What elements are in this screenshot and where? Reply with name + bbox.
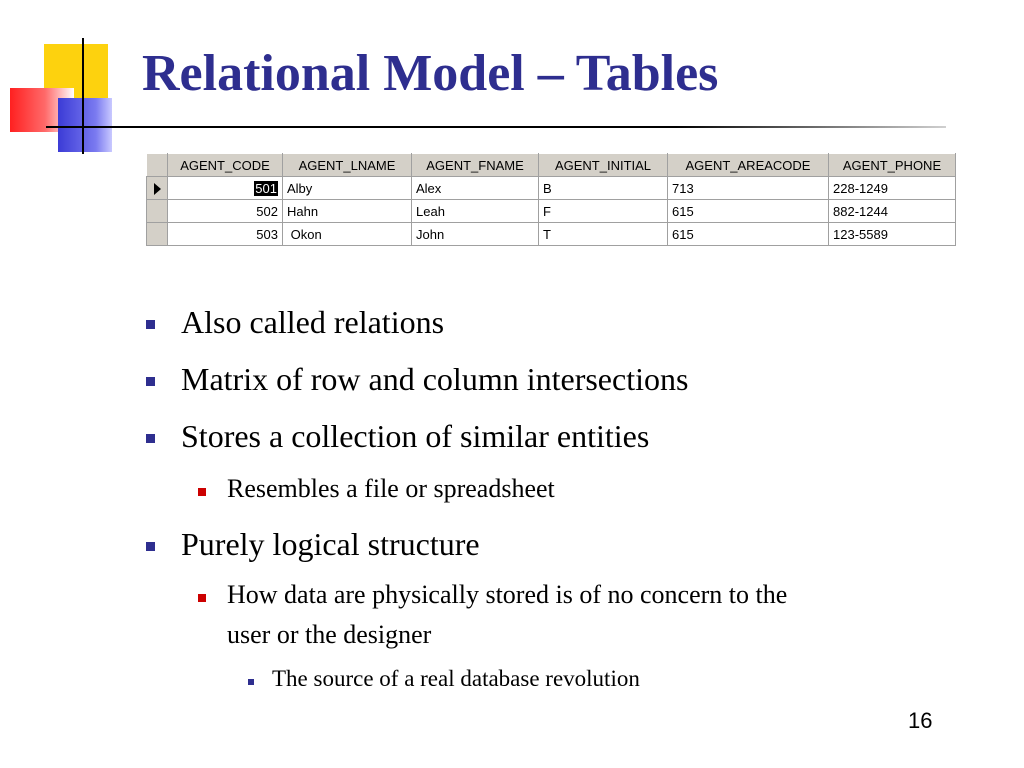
page-number: 16: [908, 708, 933, 733]
sub-bullet-item: How data are physically stored is of no concern to the: [227, 580, 788, 609]
slide-title: Relational Model – Tables: [142, 45, 719, 102]
sub-bullet-square-icon: [198, 594, 206, 602]
bullet-square-icon: [146, 377, 155, 386]
bullet-item: Stores a collection of similar entities: [181, 418, 650, 454]
sub-sub-bullet-item: The source of a real database revolution: [272, 666, 640, 691]
table-cell[interactable]: 502: [168, 200, 283, 223]
table-row[interactable]: [147, 200, 956, 223]
table-cell[interactable]: T: [539, 223, 668, 246]
row-selector[interactable]: [147, 223, 168, 246]
table-cell[interactable]: 615: [668, 200, 829, 223]
table-cell[interactable]: 123-5589: [829, 223, 956, 246]
title-underline: [46, 126, 946, 128]
table-row[interactable]: [147, 177, 956, 200]
bullet-square-icon: [146, 434, 155, 443]
agent-table: [146, 153, 956, 246]
column-header[interactable]: AGENT_INITIAL: [539, 154, 668, 177]
sub-bullet-square-icon: [198, 488, 206, 496]
bullet-square-icon: [146, 320, 155, 329]
table-cell[interactable]: Alex: [412, 177, 539, 200]
table-cell[interactable]: Leah: [412, 200, 539, 223]
table-cell[interactable]: Alby: [283, 177, 412, 200]
table-corner: [147, 154, 168, 177]
selected-cell-text: 501: [255, 180, 277, 196]
table-cell[interactable]: Hahn: [283, 200, 412, 223]
column-header[interactable]: AGENT_FNAME: [412, 154, 539, 177]
column-header[interactable]: AGENT_AREACODE: [668, 154, 829, 177]
sub-bullet-item: Resembles a file or spreadsheet: [227, 474, 555, 503]
bullet-square-icon: [146, 542, 155, 551]
current-row-arrow-icon: [154, 183, 161, 195]
table-cell[interactable]: 503: [168, 223, 283, 246]
table-cell[interactable]: 228-1249: [829, 177, 956, 200]
table-cell[interactable]: F: [539, 200, 668, 223]
table-cell[interactable]: 713: [668, 177, 829, 200]
row-selector-current[interactable]: [147, 177, 168, 200]
column-header[interactable]: AGENT_LNAME: [283, 154, 412, 177]
sub-bullet-item-continuation: user or the designer: [227, 620, 432, 649]
table-cell[interactable]: 615: [668, 223, 829, 246]
bullet-item: Matrix of row and column intersections: [181, 361, 689, 397]
table-cell[interactable]: Okon: [283, 223, 412, 246]
decorative-vertical-line: [82, 38, 84, 154]
bullet-item: Also called relations: [181, 304, 445, 340]
table-cell[interactable]: 882-1244: [829, 200, 956, 223]
sub-sub-bullet-square-icon: [248, 679, 254, 685]
table-cell[interactable]: B: [539, 177, 668, 200]
column-header[interactable]: AGENT_CODE: [168, 154, 283, 177]
table-cell[interactable]: John: [412, 223, 539, 246]
column-header[interactable]: AGENT_PHONE: [829, 154, 956, 177]
table-cell[interactable]: [168, 177, 283, 200]
bullet-item: Purely logical structure: [181, 526, 480, 562]
table-header-row: [147, 154, 956, 177]
decorative-blue-square: [58, 98, 112, 152]
row-selector[interactable]: [147, 200, 168, 223]
table-row[interactable]: [147, 223, 956, 246]
